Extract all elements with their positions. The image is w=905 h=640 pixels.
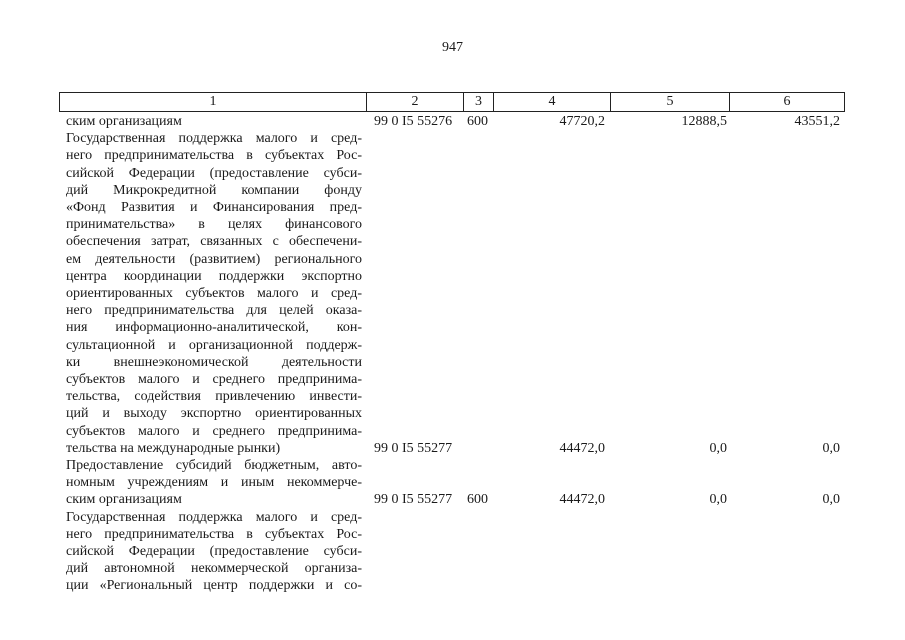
row-code: 99 0 I5 55277 bbox=[374, 440, 453, 456]
row-description: него предпринимательства в субъектах Рос- bbox=[66, 526, 362, 542]
row-description: него предпринимательства в субъектах Рос- bbox=[66, 148, 362, 164]
row-value-3: 43551,2 bbox=[794, 114, 840, 129]
row-description: «Фонд Развития и Финансирования пред- bbox=[66, 200, 362, 215]
row-value-1: 44472,0 bbox=[559, 440, 605, 456]
row-description: сультационной и организационной поддерж- bbox=[66, 337, 362, 353]
header-col-2: 2 bbox=[367, 93, 464, 112]
row-description: обеспечения затрат, связанных с обеспечени- bbox=[66, 234, 362, 250]
row-description: центра координации поддержки экспортно bbox=[66, 268, 362, 284]
row-description: тельства, содействия привлечению инвести- bbox=[66, 389, 362, 405]
row-description: субъектов малого и среднего предпринима- bbox=[66, 423, 362, 439]
row-value-2: 0,0 bbox=[709, 440, 727, 456]
row-description: Предоставление субсидий бюджетным, авто- bbox=[66, 458, 362, 473]
row-code: 99 0 I5 55276 bbox=[374, 114, 453, 129]
row-value-2: 12888,5 bbox=[681, 114, 727, 129]
row-description: принимательства» в целях финансового bbox=[66, 217, 362, 233]
row-value-2: 0,0 bbox=[709, 492, 727, 508]
row-description: ским организациям bbox=[66, 114, 182, 129]
row-code: 99 0 I5 55277 bbox=[374, 492, 453, 508]
row-description: номным учреждениям и иным некоммерче- bbox=[66, 475, 362, 491]
row-description: Государственная поддержка малого и сред- bbox=[66, 131, 362, 147]
row-description: ем деятельности (развитием) регионального bbox=[66, 251, 362, 267]
row-description: субъектов малого и среднего предпринима- bbox=[66, 372, 362, 387]
header-col-3: 3 bbox=[464, 93, 494, 112]
table-header bbox=[59, 92, 845, 112]
row-description: него предпринимательства для целей оказа- bbox=[66, 303, 362, 319]
header-col-6: 6 bbox=[730, 93, 845, 112]
row-description: дий Микрокредитной компании фонду bbox=[66, 182, 362, 198]
row-description: сийской Федерации (предоставление субси- bbox=[66, 165, 362, 181]
row-value-3: 0,0 bbox=[822, 492, 840, 508]
row-expense-type: 600 bbox=[467, 492, 488, 508]
row-description: ций и выходу экспортно ориентированных bbox=[66, 406, 362, 422]
row-description: ским организациям bbox=[66, 492, 182, 508]
header-col-1: 1 bbox=[60, 93, 367, 112]
header-col-5: 5 bbox=[611, 93, 730, 112]
row-description: Государственная поддержка малого и сред- bbox=[66, 509, 362, 525]
row-description: ции «Региональный центр поддержки и со- bbox=[66, 578, 362, 594]
header-col-4: 4 bbox=[494, 93, 611, 112]
row-value-1: 47720,2 bbox=[559, 114, 605, 129]
row-value-3: 0,0 bbox=[822, 440, 840, 456]
row-description: дий автономной некоммерческой организа- bbox=[66, 561, 362, 577]
table-row bbox=[0, 577, 905, 597]
row-description: сийской Федерации (предоставление субси- bbox=[66, 544, 362, 559]
row-expense-type: 600 bbox=[467, 114, 488, 129]
row-description: ния информационно-аналитической, кон- bbox=[66, 320, 362, 336]
page-number: 947 bbox=[442, 40, 463, 55]
row-description: ориентированных субъектов малого и сред- bbox=[66, 286, 362, 301]
row-value-1: 44472,0 bbox=[559, 492, 605, 508]
row-description: ки внешнеэкономической деятельности bbox=[66, 354, 362, 370]
row-description: тельства на международные рынки) bbox=[66, 440, 281, 456]
